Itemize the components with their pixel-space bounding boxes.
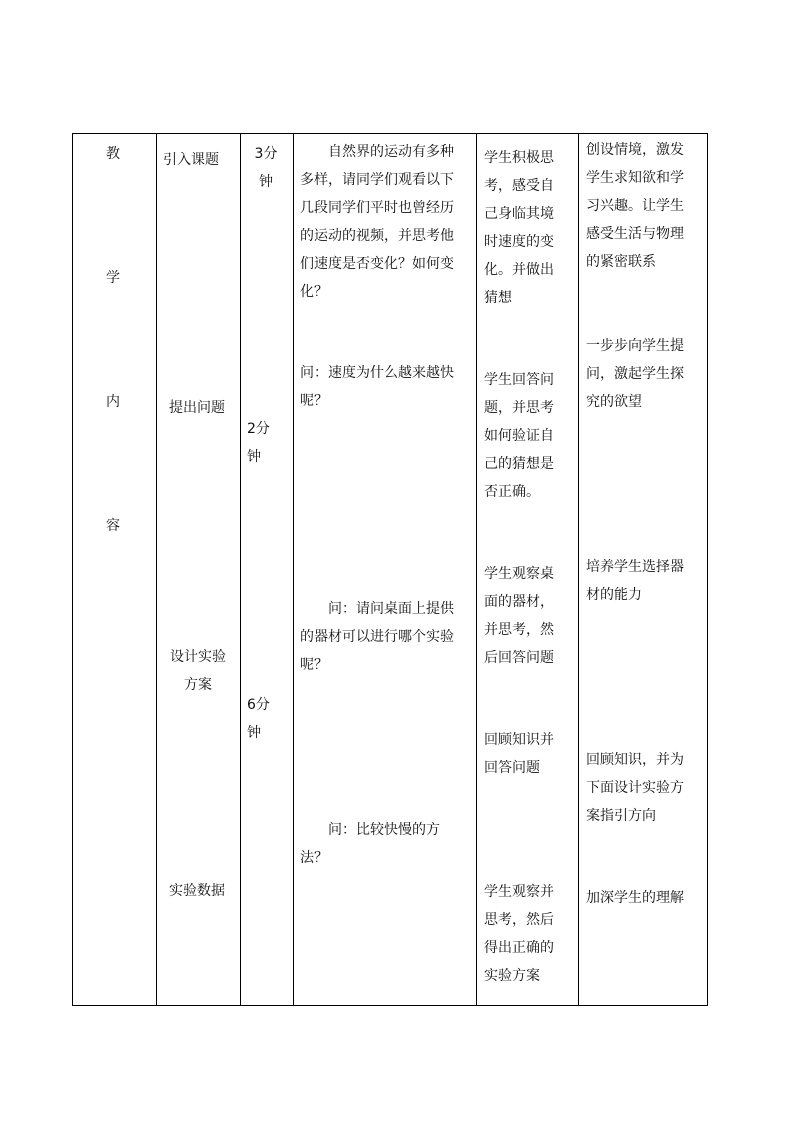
section-label-char: 学 — [106, 270, 120, 286]
section-label-char: 教 — [106, 146, 120, 162]
design-intent: 一步步向学生提 问，激起学生探 究的欲望 — [586, 338, 684, 410]
student-activity: 回顾知识并 回答问题 — [484, 732, 554, 776]
design-intent: 培养学生选择器 材的能力 — [586, 559, 684, 603]
student-activity: 学生积极思 考，感受自 己身临其境 时速度的变 化。并做出 猜想 — [484, 150, 554, 306]
time-label: 6分 钟 — [247, 697, 270, 741]
teacher-activity: 问：比较快慢的方 法？ — [300, 822, 440, 866]
stage-label: 实验数据 — [169, 883, 225, 899]
stage-label: 引入课题 — [163, 152, 219, 168]
teacher-activity: 问：速度为什么越来越快 呢？ — [300, 365, 454, 409]
student-activity: 学生观察桌 面的器材， 并思考，然 后回答问题 — [484, 566, 554, 666]
time-label: 2分 钟 — [247, 421, 270, 465]
teacher-activity: 问：请问桌面上提供 的器材可以进行哪个实验 呢？ — [300, 601, 454, 673]
teacher-activity: 自然界的运动有多种 多样，请同学们观看以下 几段同学们平时也曾经历 的运动的视频，并思考他 们速度是否变化？如何变 化？ — [300, 144, 454, 300]
column-divider — [476, 134, 477, 1005]
time-label: 3分 钟 — [254, 146, 278, 190]
section-label-char: 容 — [106, 518, 120, 534]
design-intent: 创设情境，激发 学生求知欲和学 习兴趣。让学生 感受生活与物理 的紧密联系 — [586, 142, 684, 270]
student-activity: 学生观察并 思考，然后 得出正确的 实验方案 — [484, 884, 554, 984]
column-divider — [156, 134, 157, 1005]
column-divider — [578, 134, 579, 1005]
column-divider — [293, 134, 294, 1005]
student-activity: 学生回答问 题，并思考 如何验证自 己的猜想是 否正确。 — [484, 372, 554, 500]
stage-label: 提出问题 — [169, 400, 225, 416]
design-intent: 回顾知识，并为 下面设计实验方 案指引方向 — [586, 752, 684, 824]
column-divider — [240, 134, 241, 1005]
stage-label: 设计实验 方案 — [170, 649, 226, 693]
design-intent: 加深学生的理解 — [586, 890, 684, 906]
section-label-char: 内 — [106, 394, 120, 410]
